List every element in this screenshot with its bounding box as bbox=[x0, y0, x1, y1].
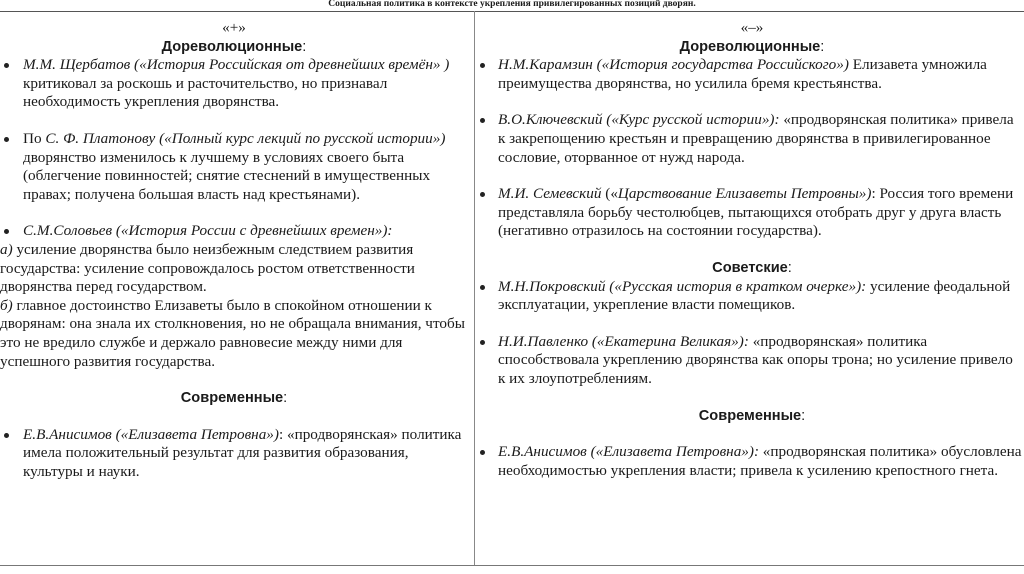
list-item-semevsky: М.И. Семевский («Царствование Елизаветы Петровны»): Россия того времени представляла борьбу честолюбцев, пытающихся отобрать друг у друга власть (негативно отразилось на состоянии государства). bbox=[480, 185, 1024, 241]
group-heading-modern-right: Современные: bbox=[698, 407, 806, 424]
list-item-platonov: По С. Ф. Платонову («Полный курс лекций по русской истории») дворянство изменилось к лучшему в условиях своего быта (облегчение повинностей; снятие стеснений в имущественных правах; получена большая власть над крестьянами). bbox=[0, 130, 468, 204]
list-item-anisimov-negative: Е.В.Анисимов («Елизавета Петровна»): «продворянская политика» обусловлена необходимостью укрепления власти; привела к усилению крепостного гнета. bbox=[480, 443, 1024, 480]
soloviev-point-a: а) усиление дворянства было неизбежным следствием развития государства: усиление сопровождалось ростом ответственности дворянства перед государством. bbox=[0, 240, 415, 296]
group-heading-prerevolutionary-right: Дореволюционные: bbox=[679, 38, 825, 55]
list-item-soloviev: С.М.Соловьев («История России с древнейших времен»): bbox=[0, 222, 468, 241]
page-title: Социальная политика в контексте укрепления привилегированных позиций дворян. bbox=[328, 0, 696, 9]
positive-column bbox=[0, 19, 468, 481]
list-item-shcherbatov: М.М. Щербатов («История Российская от древнейших времён» ) критиковал за роскошь и расточительство, но признавал необходимость укрепления дворянства. bbox=[0, 56, 468, 112]
negative-column bbox=[480, 19, 1024, 480]
soloviev-point-b: б) главное достоинство Елизаветы было в спокойном отношении к дворянам: она знала их столкновения, но не обращала внимания, чтобы это не вредило службе и держало равновесие между ними для успешного развития государства. bbox=[0, 296, 465, 370]
list-item-anisimov-positive: Е.В.Анисимов («Елизавета Петровна»): «продворянская» политика имела положительный результат для развития образования, культуры и науки. bbox=[0, 426, 468, 482]
group-heading-modern: Современные: bbox=[180, 390, 288, 407]
group-heading-soviet: Советские: bbox=[712, 259, 792, 276]
list-item-karamzin: Н.М.Карамзин («История государства Российского») Елизавета умножила преимущества дворянства, но усилила бремя крестьянства. bbox=[480, 56, 1024, 93]
bottom-rule bbox=[0, 565, 1024, 566]
list-item-klyuchevsky: В.О.Ключевский («Курс русской истории»): «продворянская политика» привела к закрепощению крестьян и превращению дворянства в привилегированное сословие, оторванное от нужд народа. bbox=[480, 111, 1024, 167]
group-heading-prerevolutionary: Дореволюционные: bbox=[161, 38, 307, 55]
column-divider bbox=[474, 11, 475, 566]
top-rule bbox=[0, 11, 1024, 12]
list-item-pavlenko: Н.И.Павленко («Екатерина Великая»): «продворянская» политика способствовала укреплению дворянства как опоры трона; но усиление привело к их злоупотреблениям. bbox=[480, 333, 1024, 389]
negative-sign: «–» bbox=[740, 19, 764, 36]
list-item-pokrovsky: М.Н.Покровский («Русская история в кратком очерке»): усиление феодальной эксплуатации, укрепление власти помещиков. bbox=[480, 278, 1024, 315]
positive-sign: «+» bbox=[222, 19, 246, 36]
